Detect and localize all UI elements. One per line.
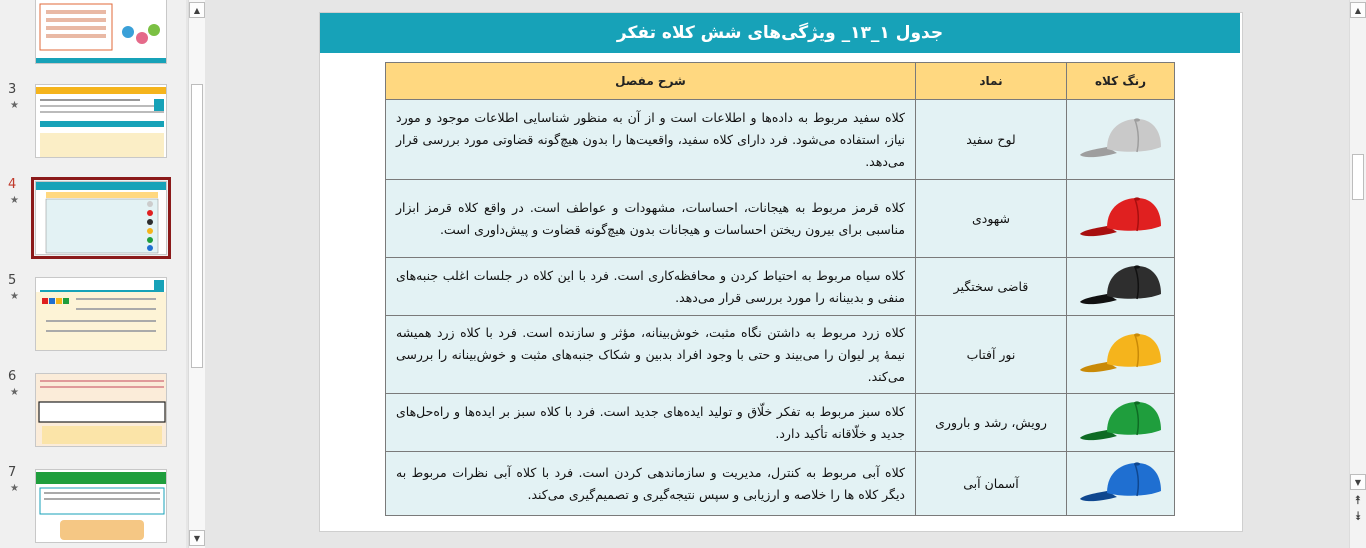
editor-scrollbar[interactable] — [1349, 0, 1366, 548]
symbol-cell: شهودی — [916, 180, 1067, 258]
cap-icon — [1077, 396, 1165, 446]
cap-icon — [1077, 260, 1165, 310]
animation-star-icon: ★ — [10, 387, 19, 398]
hat-cell — [1067, 452, 1175, 516]
animation-star-icon: ★ — [10, 195, 19, 206]
cap-icon — [1077, 113, 1165, 163]
animation-star-icon: ★ — [10, 291, 19, 302]
table-row — [386, 258, 1175, 316]
slide-number-4: 4 — [8, 177, 17, 192]
slide-3-preview — [36, 85, 167, 158]
hats-table — [385, 62, 1175, 516]
cap-icon — [1077, 457, 1165, 507]
scroll-down-button[interactable]: ▼ — [1350, 474, 1366, 490]
slide-thumbnail-2[interactable] — [35, 0, 167, 64]
table-row — [386, 316, 1175, 394]
slide-thumbnail-5[interactable] — [35, 277, 167, 351]
symbol-cell: قاضی سختگیر — [916, 258, 1067, 316]
slide-title: جدول ۱_۱۳_ ویژگی‌های شش کلاه تفکر — [320, 13, 1240, 53]
description-cell: کلاه سبز مربوط به تفکر خلّاق و تولید ایده‌های جدید است. فرد با کلاه سبز بر ایده‌ها و راه‌حل‌های جدید و خلّاقانه تأکید دارد. — [386, 394, 916, 452]
slide-2-preview — [36, 0, 167, 64]
table-row — [386, 452, 1175, 516]
slide-4-preview — [36, 182, 167, 255]
slide-thumbnail-pane — [0, 0, 186, 548]
animation-star-icon: ★ — [10, 100, 19, 111]
symbol-cell: آسمان آبی — [916, 452, 1067, 516]
slide-thumbnail-4[interactable] — [35, 181, 167, 255]
symbol-cell: نور آفتاب — [916, 316, 1067, 394]
scrollbar-thumb[interactable] — [1352, 154, 1364, 200]
cap-icon — [1077, 192, 1165, 242]
header-description: شرح مفصل — [386, 63, 916, 100]
hat-cell — [1067, 258, 1175, 316]
hat-cell — [1067, 100, 1175, 180]
scroll-up-button[interactable]: ▲ — [189, 2, 205, 18]
description-cell: کلاه سفید مربوط به داده‌ها و اطلاعات است و از آن به منظور شناسایی اطلاعات موجود و مورد نیاز، استفاده می‌شود. فرد دارای کلاه سفید، واقعیت‌ها را بدون هیچ‌گونه قضاوتی مورد بررسی قرار می‌دهد. — [386, 100, 916, 180]
cap-icon — [1077, 328, 1165, 378]
header-hat-color: رنگ کلاه — [1067, 63, 1175, 100]
animation-star-icon: ★ — [10, 483, 19, 494]
slide-thumbnail-7[interactable] — [35, 469, 167, 543]
description-cell: کلاه سیاه مربوط به احتیاط کردن و محافظه‌کاری است. فرد با این کلاه در جلسات اغلب جنبه‌های منفی و بدبینانه را مورد بررسی قرار می‌دهد. — [386, 258, 916, 316]
slide-thumbnail-3[interactable] — [35, 84, 167, 158]
hat-cell — [1067, 394, 1175, 452]
table-row — [386, 394, 1175, 452]
header-symbol: نماد — [916, 63, 1067, 100]
description-cell: کلاه قرمز مربوط به هیجانات، احساسات، مشهودات و عواطف است. در واقع کلاه قرمز ابزار مناسبی برای بیرون ریختن احساسات و هیجانات بدون هیچ‌گونه قضاوت و پیش‌داوری است. — [386, 180, 916, 258]
slide-number-3: 3 — [8, 82, 17, 97]
slide-5-preview — [36, 278, 167, 351]
next-slide-button[interactable]: ⯯ — [1354, 508, 1362, 523]
slide-thumbnail-6[interactable] — [35, 373, 167, 447]
description-cell: کلاه آبی مربوط به کنترل، مدیریت و سازماندهی کردن است. فرد با کلاه آبی نظرات مربوط به دیگر کلاه ها را خلاصه و ارزیابی و سپس نتیجه‌گیری و تصمیم‌گیری می‌کند. — [386, 452, 916, 516]
table-row — [386, 180, 1175, 258]
scroll-up-button[interactable]: ▲ — [1350, 2, 1366, 18]
hat-cell — [1067, 180, 1175, 258]
description-cell: کلاه زرد مربوط به داشتن نگاه مثبت، خوش‌بینانه، مؤثر و سازنده است. فرد با کلاه زرد همیشه نیمهٔ پر لیوان را می‌بیند و حتی با وجود افراد بدبین و شکاک جنبه‌های مثبت و خوش‌بینانه را بررسی می‌کند. — [386, 316, 916, 394]
slide-6-preview — [36, 374, 167, 447]
scrollbar-thumb[interactable] — [191, 84, 203, 368]
hat-cell — [1067, 316, 1175, 394]
symbol-cell: لوح سفید — [916, 100, 1067, 180]
symbol-cell: رویش، رشد و باروری — [916, 394, 1067, 452]
slide-7-preview — [36, 470, 167, 543]
slide-canvas — [319, 12, 1243, 532]
slide-number-5: 5 — [8, 273, 17, 288]
previous-slide-button[interactable]: ⯭ — [1354, 492, 1362, 507]
slide-editor — [205, 0, 1345, 548]
slide-number-7: 7 — [8, 465, 17, 480]
scroll-down-button[interactable]: ▼ — [189, 530, 205, 546]
slide-number-6: 6 — [8, 369, 17, 384]
thumbnail-scrollbar[interactable] — [188, 0, 205, 548]
table-row — [386, 100, 1175, 180]
